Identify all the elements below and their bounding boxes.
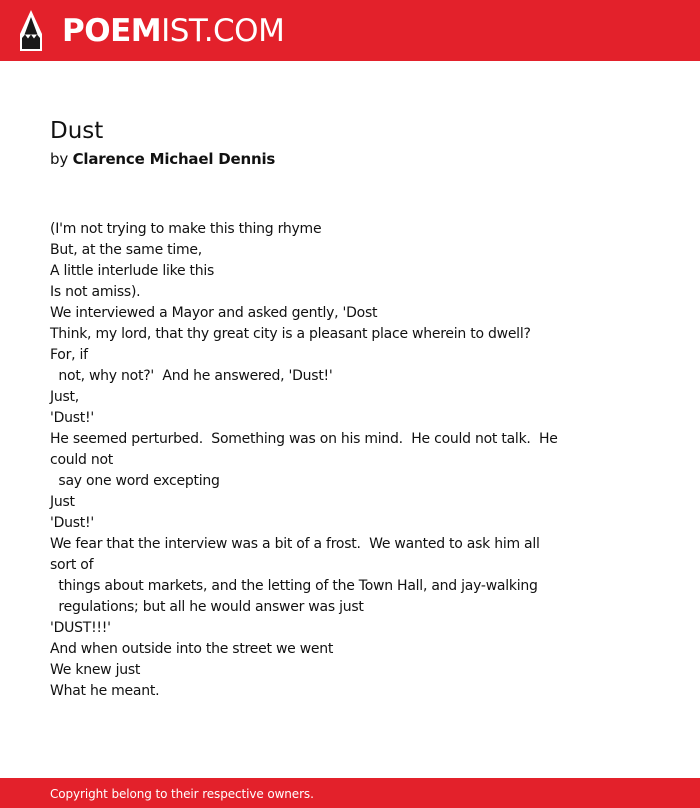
poem-line: What he meant.	[50, 683, 160, 699]
poem-line: Just	[50, 494, 75, 510]
pen-nib-icon[interactable]	[18, 10, 44, 51]
byline	[50, 148, 275, 170]
poem-line: Is not amiss).	[50, 284, 141, 300]
poem-line: Just,	[50, 389, 79, 405]
poem-title: Dust	[50, 118, 104, 144]
poem-line: 'DUST!!!'	[50, 620, 111, 636]
by-label: by	[50, 150, 68, 168]
poem-line: 'Dust!'	[50, 515, 94, 531]
site-footer	[0, 778, 700, 808]
author-name: Clarence Michael Dennis	[72, 150, 276, 168]
poem-line: We interviewed a Mayor and asked gently, 'Dost	[50, 305, 378, 321]
poem-line: things about markets, and the letting of the Town Hall, and jay-walking	[50, 578, 538, 594]
poem-line: (I'm not trying to make this thing rhyme	[50, 221, 322, 237]
site-header	[0, 0, 700, 61]
poem-line: He seemed perturbed. Something was on his mind. He could not talk. He	[50, 431, 558, 447]
poem-line: We knew just	[50, 662, 141, 678]
poem-line: 'Dust!'	[50, 410, 94, 426]
poem-line: But, at the same time,	[50, 242, 202, 258]
poem-line: And when outside into the street we went	[50, 641, 334, 657]
brand-light: IST.COM	[161, 13, 285, 49]
poem-line: could not	[50, 452, 114, 468]
poem-line: For, if	[50, 347, 88, 363]
poem-body	[50, 219, 570, 702]
poem-line: sort of	[50, 557, 94, 573]
poem-line: We fear that the interview was a bit of a frost. We wanted to ask him all	[50, 536, 540, 552]
poem-line: not, why not?' And he answered, 'Dust!'	[50, 368, 333, 384]
poem-line: regulations; but all he would answer was just	[50, 599, 364, 615]
poem-line: say one word excepting	[50, 473, 220, 489]
site-logo-text[interactable]	[62, 12, 284, 50]
brand-bold: POEM	[62, 13, 162, 49]
poem-line: Think, my lord, that thy great city is a pleasant place wherein to dwell?	[50, 326, 531, 342]
copyright-notice: Copyright belong to their respective owners.	[50, 787, 314, 801]
poem-line: A little interlude like this	[50, 263, 215, 279]
